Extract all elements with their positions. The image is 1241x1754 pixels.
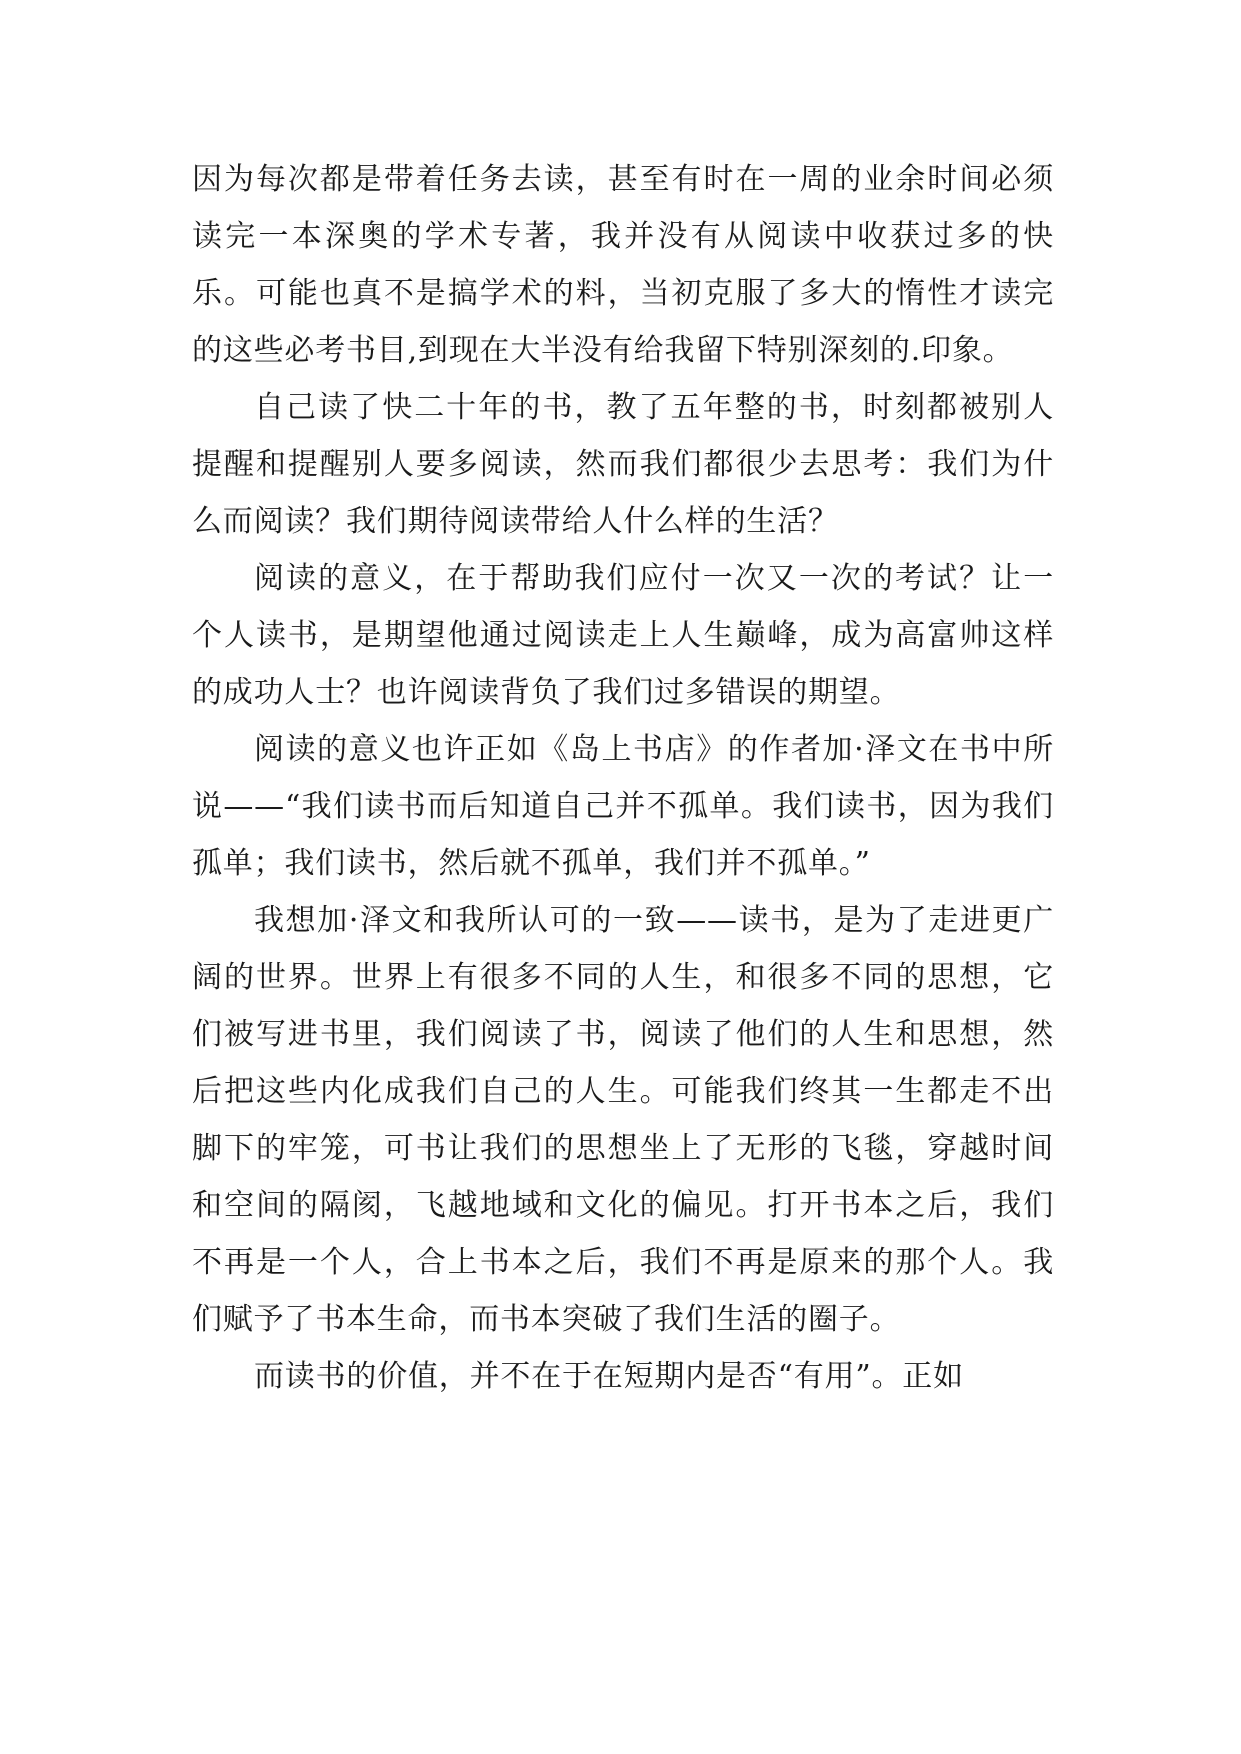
paragraph-2: 自己读了快二十年的书，教了五年整的书，时刻都被别人提醒和提醒别人要多阅读，然而我们都很少去思考：我们为什么而阅读？我们期待阅读带给人什么样的生活？ <box>192 390 1054 539</box>
paragraph-6: 而读书的价值，并不在于在短期内是否“有用”。正如 <box>254 1359 964 1394</box>
paragraph-1: 因为每次都是带着任务去读，甚至有时在一周的业余时间必须读完一本深奥的学术专著，我并没有从阅读中收获过多的快乐。可能也真不是搞学术的料，当初克服了多大的惰性才读完的这些必考书目,到现在大半没有给我留下特别深刻的.印象。 <box>192 162 1054 368</box>
document-body <box>192 151 1054 1405</box>
paragraph-5: 我想加·泽文和我所认可的一致——读书，是为了走进更广阔的世界。世界上有很多不同的人生，和很多不同的思想，它们被写进书里，我们阅读了书，阅读了他们的人生和思想，然后把这些内化成我们自己的人生。可能我们终其一生都走不出脚下的牢笼，可书让我们的思想坐上了无形的飞毯，穿越时间和空间的隔阂，飞越地域和文化的偏见。打开书本之后，我们不再是一个人，合上书本之后，我们不再是原来的那个人。我们赋予了书本生命，而书本突破了我们生活的圈子。 <box>192 903 1054 1337</box>
paragraph-3: 阅读的意义，在于帮助我们应付一次又一次的考试？让一个人读书，是期望他通过阅读走上人生巅峰，成为高富帅这样的成功人士？也许阅读背负了我们过多错误的期望。 <box>192 561 1054 710</box>
paragraph-4: 阅读的意义也许正如《岛上书店》的作者加·泽文在书中所说——“我们读书而后知道自己并不孤单。我们读书，因为我们孤单；我们读书，然后就不孤单，我们并不孤单。” <box>192 732 1054 881</box>
